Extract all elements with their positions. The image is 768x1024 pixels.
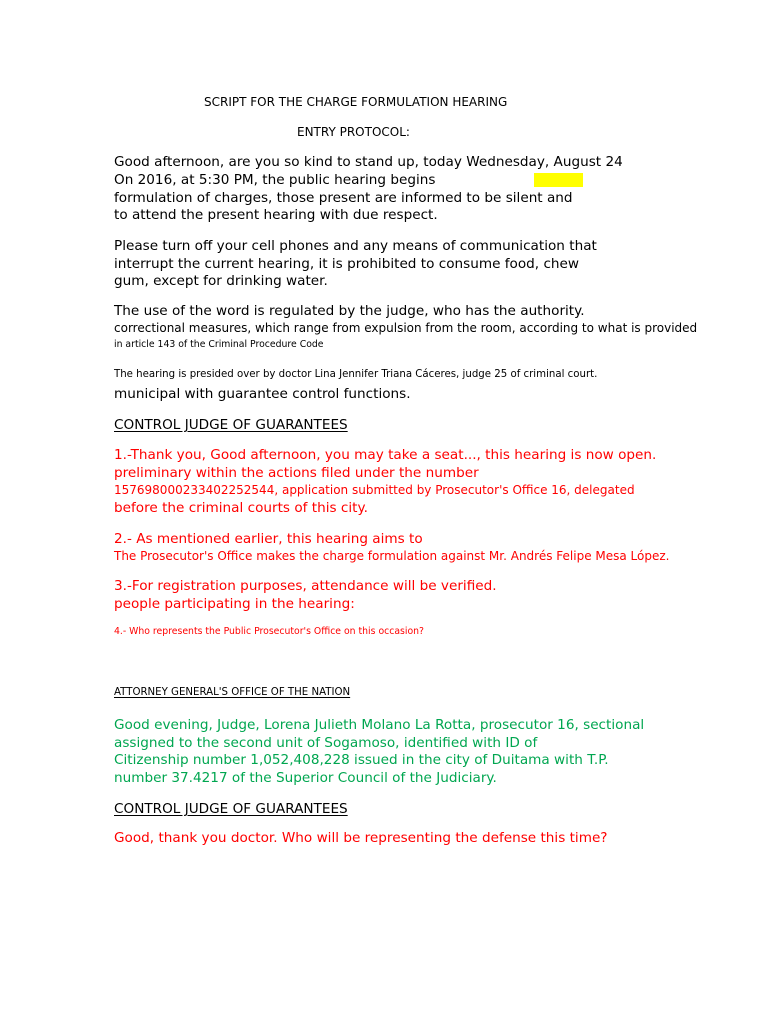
paragraph-line: in article 143 of the Criminal Procedure Code [114,339,324,350]
paragraph-line: interrupt the current hearing, it is prohibited to consume food, chew [114,256,580,272]
attorney-general-heading: ATTORNEY GENERAL'S OFFICE OF THE NATION [114,687,351,698]
paragraph-line: The hearing is presided over by doctor Lina Jennifer Triana Cáceres, judge 25 of criminal court. [114,369,598,380]
paragraph-line: to attend the present hearing with due respect. [114,207,438,223]
control-judge-heading: CONTROL JUDGE OF GUARANTEES [114,801,348,817]
paragraph-line: assigned to the second unit of Sogamoso, identified with ID of [114,735,538,751]
document-title: SCRIPT FOR THE CHARGE FORMULATION HEARING [204,95,508,109]
yellow-highlight-mark [534,173,583,187]
entry-protocol-heading: ENTRY PROTOCOL: [297,125,410,139]
paragraph-line: number 37.4217 of the Superior Council of the Judiciary. [114,770,497,786]
paragraph-line: 157698000233402252544, application submitted by Prosecutor's Office 16, delegated [114,483,635,497]
judge-item-4: 4.- Who represents the Public Prosecutor's Office on this occasion? [114,626,424,637]
paragraph-line: municipal with guarantee control functions. [114,386,411,402]
control-judge-heading: CONTROL JUDGE OF GUARANTEES [114,417,348,433]
paragraph-line: Good evening, Judge, Lorena Julieth Molano La Rotta, prosecutor 16, sectional [114,717,645,733]
paragraph-line: 1.-Thank you, Good afternoon, you may take a seat..., this hearing is now open. [114,447,657,463]
paragraph-line: 3.-For registration purposes, attendance will be verified. [114,578,497,594]
paragraph-line: Good afternoon, are you so kind to stand up, today Wednesday, August 24 [114,154,623,170]
paragraph-line: people participating in the hearing: [114,596,355,612]
paragraph-line: before the criminal courts of this city. [114,500,368,516]
paragraph-line: gum, except for drinking water. [114,273,328,289]
paragraph-line: 2.- As mentioned earlier, this hearing aims to [114,531,423,547]
paragraph-line: correctional measures, which range from expulsion from the room, according to what is provided [114,321,698,335]
paragraph-line: The Prosecutor's Office makes the charge formulation against Mr. Andrés Felipe Mesa López. [114,549,670,563]
paragraph-line: The use of the word is regulated by the judge, who has the authority. [114,303,585,319]
paragraph-line: formulation of charges, those present are informed to be silent and [114,190,573,206]
judge-final-question: Good, thank you doctor. Who will be representing the defense this time? [114,830,608,846]
paragraph-line: On 2016, at 5:30 PM, the public hearing begins [114,172,436,188]
paragraph-line: preliminary within the actions filed under the number [114,465,479,481]
paragraph-line: Please turn off your cell phones and any means of communication that [114,238,597,254]
paragraph-line: Citizenship number 1,052,408,228 issued in the city of Duitama with T.P. [114,752,609,768]
